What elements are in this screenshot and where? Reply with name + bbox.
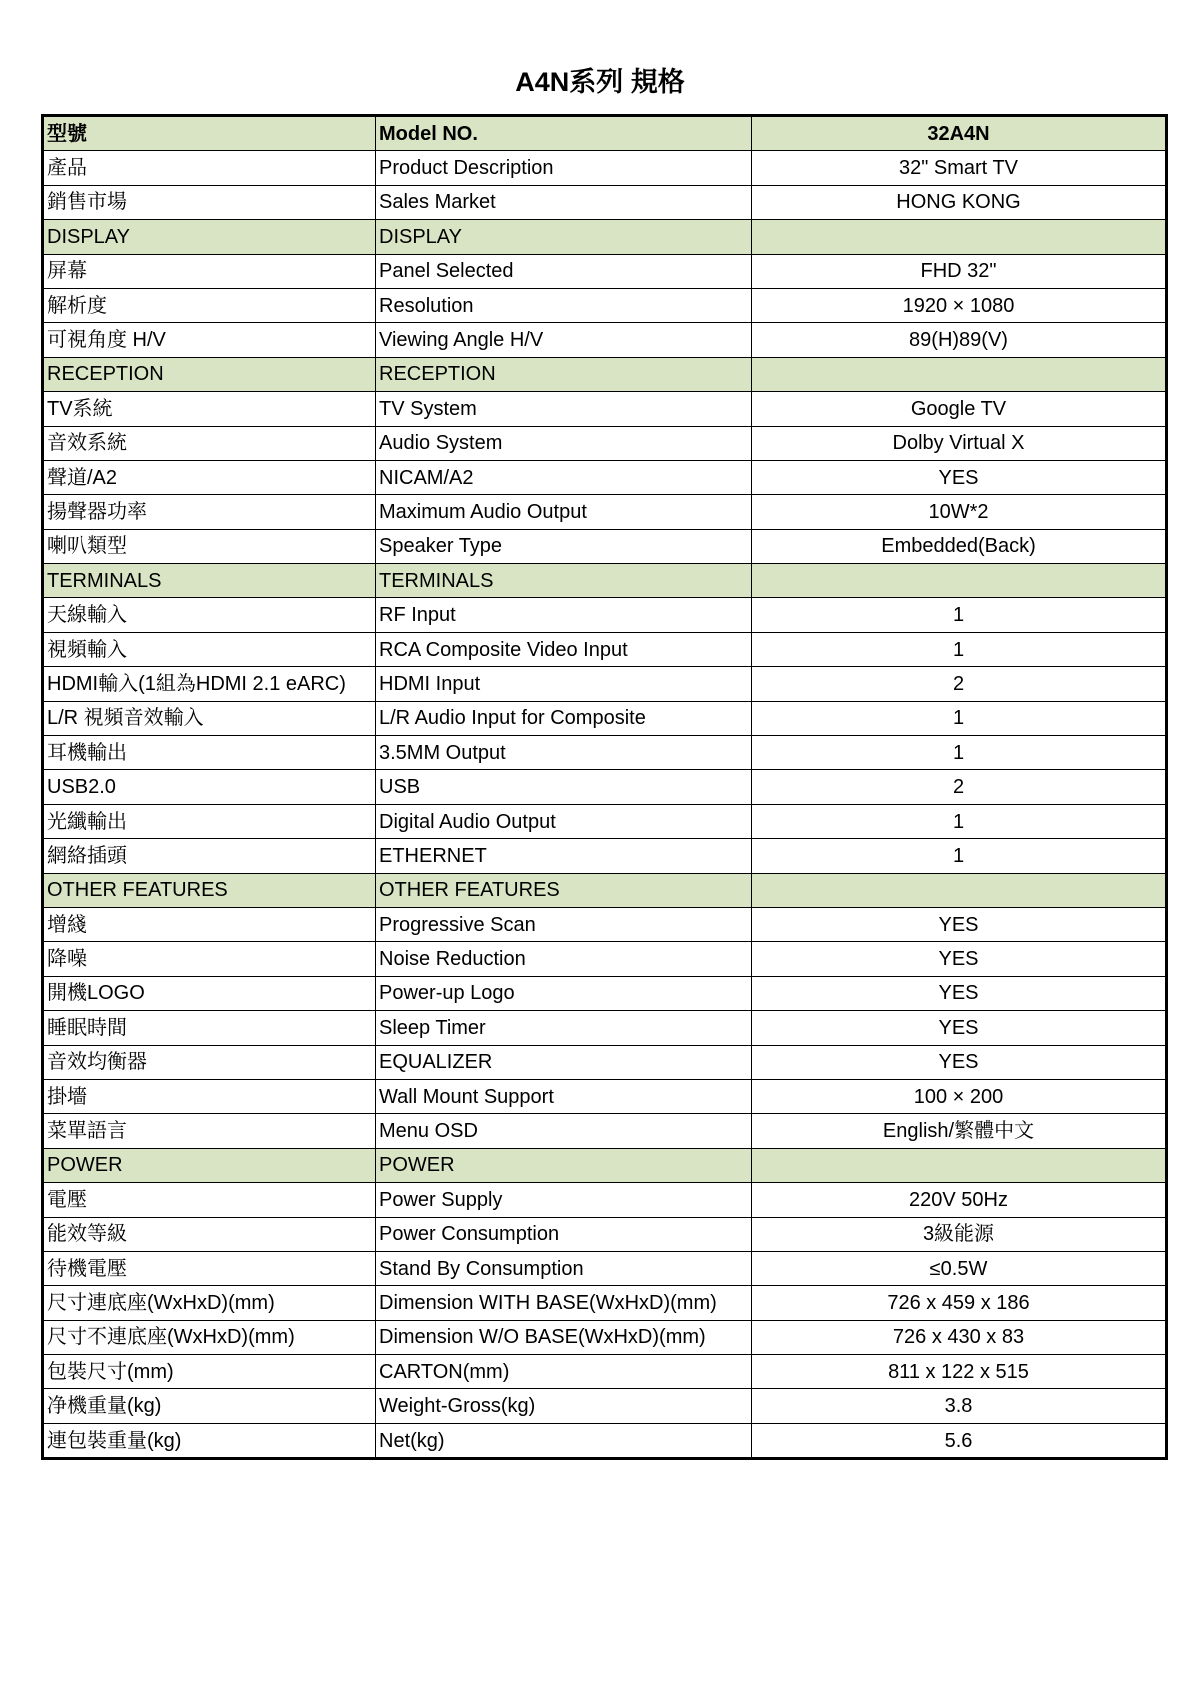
spec-value-cell: 2: [752, 667, 1167, 701]
spec-value-cell: HONG KONG: [752, 185, 1167, 219]
spec-value-cell: [752, 1148, 1167, 1182]
spec-value-cell: 2: [752, 770, 1167, 804]
table-row: [43, 495, 1167, 529]
spec-zh-cell: 開機LOGO: [43, 976, 376, 1010]
spec-zh-cell: 降噪: [43, 942, 376, 976]
spec-zh-cell: 聲道/A2: [43, 460, 376, 494]
spec-en-cell: EQUALIZER: [376, 1045, 752, 1079]
table-row: [43, 667, 1167, 701]
spec-value-cell: Google TV: [752, 392, 1167, 426]
spec-en-cell: Product Description: [376, 151, 752, 185]
header-model-cell: 32A4N: [752, 116, 1167, 151]
spec-zh-cell: USB2.0: [43, 770, 376, 804]
spec-table-body: [43, 116, 1167, 1459]
section-row: [43, 564, 1167, 598]
spec-value-cell: Embedded(Back): [752, 529, 1167, 563]
spec-value-cell: YES: [752, 1045, 1167, 1079]
spec-value-cell: 100 × 200: [752, 1079, 1167, 1113]
spec-value-cell: [752, 357, 1167, 391]
spec-en-cell: HDMI Input: [376, 667, 752, 701]
table-row: [43, 1045, 1167, 1079]
table-row: [43, 185, 1167, 219]
spec-en-cell: L/R Audio Input for Composite: [376, 701, 752, 735]
spec-en-cell: Dimension W/O BASE(WxHxD)(mm): [376, 1320, 752, 1354]
spec-value-cell: 1920 × 1080: [752, 288, 1167, 322]
spec-en-cell: CARTON(mm): [376, 1355, 752, 1389]
spec-value-cell: [752, 873, 1167, 907]
table-row: [43, 529, 1167, 563]
spec-zh-cell: 待機電壓: [43, 1251, 376, 1285]
spec-zh-cell: 產品: [43, 151, 376, 185]
table-row: [43, 1286, 1167, 1320]
spec-en-cell: Panel Selected: [376, 254, 752, 288]
section-row: [43, 220, 1167, 254]
spec-en-cell: RF Input: [376, 598, 752, 632]
spec-zh-cell: 尺寸連底座(WxHxD)(mm): [43, 1286, 376, 1320]
spec-en-cell: Dimension WITH BASE(WxHxD)(mm): [376, 1286, 752, 1320]
spec-zh-cell: 净機重量(kg): [43, 1389, 376, 1423]
spec-value-cell: YES: [752, 942, 1167, 976]
spec-zh-cell: 視頻輸入: [43, 632, 376, 666]
spec-zh-cell: 增綫: [43, 907, 376, 941]
table-row: [43, 151, 1167, 185]
spec-zh-cell: 電壓: [43, 1183, 376, 1217]
spec-value-cell: 5.6: [752, 1423, 1167, 1458]
table-row: [43, 1355, 1167, 1389]
spec-en-cell: ETHERNET: [376, 839, 752, 873]
spec-zh-cell: POWER: [43, 1148, 376, 1182]
spec-en-cell: Maximum Audio Output: [376, 495, 752, 529]
spec-value-cell: [752, 220, 1167, 254]
spec-zh-cell: RECEPTION: [43, 357, 376, 391]
spec-zh-cell: 銷售市場: [43, 185, 376, 219]
spec-value-cell: 1: [752, 804, 1167, 838]
spec-zh-cell: 睡眠時間: [43, 1011, 376, 1045]
spec-zh-cell: L/R 視頻音效輸入: [43, 701, 376, 735]
spec-en-cell: POWER: [376, 1148, 752, 1182]
spec-value-cell: 3級能源: [752, 1217, 1167, 1251]
spec-zh-cell: 音效系統: [43, 426, 376, 460]
spec-zh-cell: 耳機輸出: [43, 736, 376, 770]
spec-en-cell: Power-up Logo: [376, 976, 752, 1010]
spec-en-cell: 3.5MM Output: [376, 736, 752, 770]
spec-en-cell: Noise Reduction: [376, 942, 752, 976]
spec-en-cell: DISPLAY: [376, 220, 752, 254]
table-row: [43, 632, 1167, 666]
spec-zh-cell: 可視角度 H/V: [43, 323, 376, 357]
spec-zh-cell: 菜單語言: [43, 1114, 376, 1148]
table-row: [43, 598, 1167, 632]
spec-en-cell: Power Consumption: [376, 1217, 752, 1251]
spec-value-cell: FHD 32": [752, 254, 1167, 288]
spec-en-cell: RECEPTION: [376, 357, 752, 391]
section-row: [43, 1148, 1167, 1182]
spec-value-cell: ≤0.5W: [752, 1251, 1167, 1285]
spec-en-cell: RCA Composite Video Input: [376, 632, 752, 666]
spec-zh-cell: 喇叭類型: [43, 529, 376, 563]
spec-value-cell: 1: [752, 598, 1167, 632]
spec-value-cell: 1: [752, 632, 1167, 666]
table-row: [43, 804, 1167, 838]
table-row: [43, 770, 1167, 804]
spec-en-cell: TERMINALS: [376, 564, 752, 598]
spec-value-cell: 726 x 459 x 186: [752, 1286, 1167, 1320]
spec-en-cell: OTHER FEATURES: [376, 873, 752, 907]
table-row: [43, 1011, 1167, 1045]
table-row: [43, 288, 1167, 322]
spec-en-cell: Sleep Timer: [376, 1011, 752, 1045]
spec-en-cell: TV System: [376, 392, 752, 426]
spec-en-cell: Resolution: [376, 288, 752, 322]
table-row: [43, 1217, 1167, 1251]
spec-value-cell: YES: [752, 976, 1167, 1010]
spec-value-cell: YES: [752, 1011, 1167, 1045]
table-row: [43, 460, 1167, 494]
spec-value-cell: 726 x 430 x 83: [752, 1320, 1167, 1354]
table-row: [43, 426, 1167, 460]
spec-value-cell: 220V 50Hz: [752, 1183, 1167, 1217]
table-row: [43, 1114, 1167, 1148]
table-row: [43, 1079, 1167, 1113]
table-row: [43, 736, 1167, 770]
spec-zh-cell: 連包裝重量(kg): [43, 1423, 376, 1458]
spec-zh-cell: 能效等級: [43, 1217, 376, 1251]
spec-value-cell: 10W*2: [752, 495, 1167, 529]
table-row: [43, 1251, 1167, 1285]
spec-value-cell: 1: [752, 736, 1167, 770]
section-row: [43, 873, 1167, 907]
spec-en-cell: Menu OSD: [376, 1114, 752, 1148]
section-row: [43, 357, 1167, 391]
table-row: [43, 839, 1167, 873]
spec-zh-cell: 屏幕: [43, 254, 376, 288]
spec-zh-cell: DISPLAY: [43, 220, 376, 254]
table-row: [43, 942, 1167, 976]
spec-en-cell: Digital Audio Output: [376, 804, 752, 838]
table-row: [43, 1320, 1167, 1354]
spec-value-cell: English/繁體中文: [752, 1114, 1167, 1148]
spec-table: [41, 114, 1168, 1460]
spec-zh-cell: OTHER FEATURES: [43, 873, 376, 907]
table-row: [43, 1423, 1167, 1458]
spec-en-cell: Viewing Angle H/V: [376, 323, 752, 357]
spec-en-cell: Audio System: [376, 426, 752, 460]
table-row: [43, 323, 1167, 357]
table-row: [43, 254, 1167, 288]
table-row: [43, 1389, 1167, 1423]
spec-en-cell: Progressive Scan: [376, 907, 752, 941]
table-row: [43, 1183, 1167, 1217]
spec-value-cell: 1: [752, 839, 1167, 873]
spec-zh-cell: 網絡插頭: [43, 839, 376, 873]
spec-zh-cell: 尺寸不連底座(WxHxD)(mm): [43, 1320, 376, 1354]
spec-en-cell: NICAM/A2: [376, 460, 752, 494]
spec-en-cell: USB: [376, 770, 752, 804]
spec-value-cell: 89(H)89(V): [752, 323, 1167, 357]
header-en-cell: Model NO.: [376, 116, 752, 151]
table-row: [43, 976, 1167, 1010]
table-row: [43, 701, 1167, 735]
spec-zh-cell: 解析度: [43, 288, 376, 322]
spec-value-cell: 1: [752, 701, 1167, 735]
spec-zh-cell: 揚聲器功率: [43, 495, 376, 529]
table-header-row: [43, 116, 1167, 151]
table-row: [43, 907, 1167, 941]
spec-value-cell: YES: [752, 460, 1167, 494]
spec-zh-cell: TERMINALS: [43, 564, 376, 598]
spec-en-cell: Stand By Consumption: [376, 1251, 752, 1285]
spec-value-cell: [752, 564, 1167, 598]
header-zh-cell: 型號: [43, 116, 376, 151]
spec-en-cell: Weight-Gross(kg): [376, 1389, 752, 1423]
spec-en-cell: Speaker Type: [376, 529, 752, 563]
spec-zh-cell: HDMI輸入(1組為HDMI 2.1 eARC): [43, 667, 376, 701]
spec-en-cell: Net(kg): [376, 1423, 752, 1458]
spec-value-cell: YES: [752, 907, 1167, 941]
spec-zh-cell: 光纖輸出: [43, 804, 376, 838]
spec-en-cell: Wall Mount Support: [376, 1079, 752, 1113]
spec-zh-cell: 音效均衡器: [43, 1045, 376, 1079]
spec-en-cell: Power Supply: [376, 1183, 752, 1217]
page-title: A4N系列 規格: [515, 67, 685, 97]
spec-zh-cell: 掛墻: [43, 1079, 376, 1113]
spec-en-cell: Sales Market: [376, 185, 752, 219]
spec-value-cell: 811 x 122 x 515: [752, 1355, 1167, 1389]
spec-zh-cell: 天線輸入: [43, 598, 376, 632]
table-row: [43, 392, 1167, 426]
spec-zh-cell: TV系統: [43, 392, 376, 426]
spec-value-cell: 3.8: [752, 1389, 1167, 1423]
spec-value-cell: Dolby Virtual X: [752, 426, 1167, 460]
spec-zh-cell: 包裝尺寸(mm): [43, 1355, 376, 1389]
spec-value-cell: 32" Smart TV: [752, 151, 1167, 185]
